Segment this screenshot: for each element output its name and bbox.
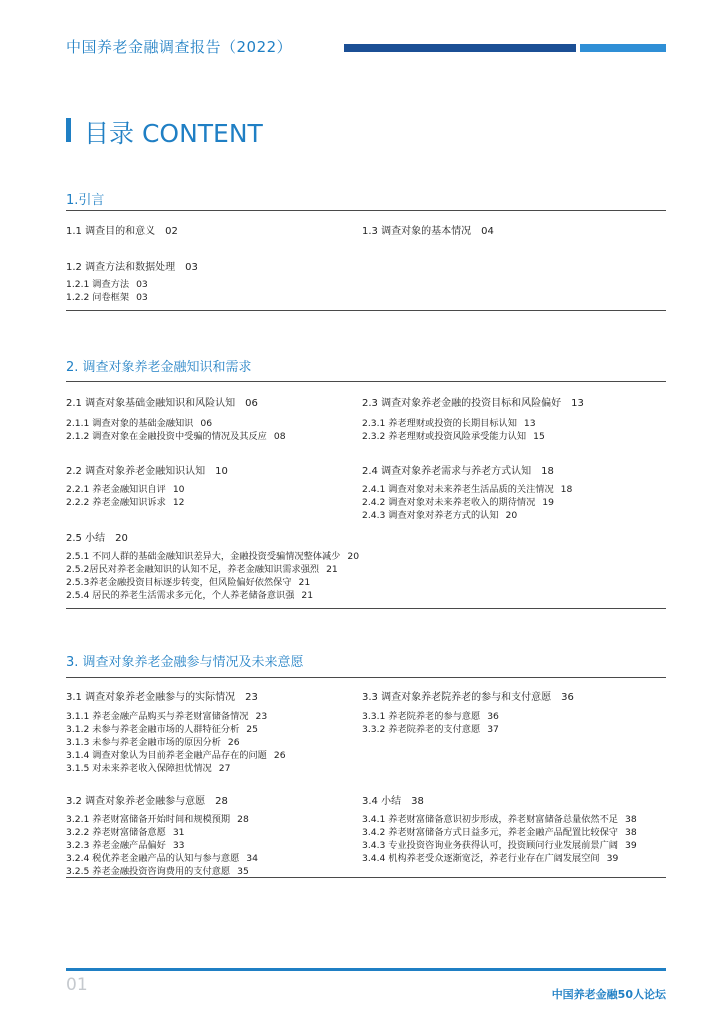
toc-entry-2-1[interactable] (66, 394, 258, 409)
toc-entry-3-3[interactable] (362, 688, 574, 703)
toc-subentry-page: 39 (624, 840, 637, 851)
toc-entry-3-2[interactable] (66, 792, 228, 807)
toc-subentry-3-4-4[interactable] (362, 850, 618, 864)
toc-entry-1-3[interactable] (362, 222, 494, 237)
toc-entry-page: 28 (215, 796, 228, 807)
toc-subentry-page: 38 (624, 827, 637, 838)
toc-subentry-page: 36 (487, 711, 499, 722)
toc-subentry-3-1-5[interactable] (66, 760, 230, 774)
toc-subentry-label: 3.1.1 养老金融产品购买与养老财富储备情况 (66, 711, 249, 722)
toc-subentry-2-5-1[interactable] (66, 548, 359, 562)
toc-subentry-2-5-2[interactable] (66, 561, 338, 575)
toc-subentry-page: 03 (136, 292, 148, 303)
toc-subentry-page: 37 (487, 724, 499, 735)
toc-subentry-label: 2.4.1 调查对象对未来养老生活品质的关注情况 (362, 484, 554, 495)
section-divider (66, 677, 666, 678)
toc-subentry-label: 3.2.3 养老金融产品偏好 (66, 840, 166, 851)
toc-subentry-2-4-2[interactable] (362, 494, 554, 508)
toc-subentry-1-2-2[interactable] (66, 289, 148, 303)
toc-entry-page: 04 (481, 226, 494, 237)
toc-subentry-2-1-1[interactable] (66, 415, 212, 429)
toc-entry-page: 23 (245, 692, 258, 703)
toc-subentry-3-2-4[interactable] (66, 850, 258, 864)
toc-subentry-page: 21 (326, 564, 338, 575)
toc-subentry-page: 27 (218, 763, 231, 774)
toc-subentry-label: 2.5.4 居民的养老生活需求多元化，个人养老储备意识强 (66, 590, 295, 601)
toc-subentry-label: 3.1.2 未参与养老金融市场的人群特征分析 (66, 724, 240, 735)
toc-subentry-3-4-1[interactable] (362, 811, 637, 825)
header-bar-dark (344, 44, 576, 52)
toc-subentry-label: 1.2.1 调查方法 (66, 279, 130, 290)
toc-subentry-page: 13 (523, 418, 536, 429)
toc-subentry-label: 2.1.2 调查对象在金融投资中受骗的情况及其反应 (66, 431, 267, 442)
toc-subentry-2-4-3[interactable] (362, 507, 517, 521)
toc-subentry-page: 31 (172, 827, 185, 838)
toc-entry-label: 1.3 调查对象的基本情况 (362, 226, 472, 237)
toc-subentry-label: 2.2.1 养老金融知识自评 (66, 484, 166, 495)
toc-entry-label: 1.1 调查目的和意义 (66, 226, 156, 237)
toc-subentry-2-4-1[interactable] (362, 481, 572, 495)
toc-subentry-page: 28 (237, 814, 249, 825)
toc-subentry-page: 20 (505, 510, 518, 521)
toc-subentry-3-3-2[interactable] (362, 721, 499, 735)
toc-subentry-label: 3.4.1 养老财富储备意识初步形成，养老财富储备总量依然不足 (362, 814, 618, 825)
toc-subentry-label: 3.4.3 专业投资咨询业务获得认可，投资顾问行业发展前景广阔 (362, 840, 618, 851)
toc-subentry-page: 10 (172, 484, 185, 495)
toc-subentry-2-2-1[interactable] (66, 481, 185, 495)
toc-subentry-label: 3.3.2 养老院养老的支付意愿 (362, 724, 481, 735)
toc-subentry-label: 3.4.2 养老财富储备方式日益多元，养老金融产品配置比较保守 (362, 827, 618, 838)
toc-subentry-page: 08 (273, 431, 286, 442)
section-divider (66, 877, 666, 878)
section-divider (66, 210, 666, 211)
toc-subentry-label: 3.1.4 调查对象认为目前养老金融产品存在的问题 (66, 750, 267, 761)
toc-subentry-3-4-3[interactable] (362, 837, 637, 851)
toc-subentry-page: 19 (542, 497, 554, 508)
footer-bar (66, 968, 666, 971)
report-title: 中国养老金融调查报告（2022） (66, 38, 293, 56)
toc-entry-3-4[interactable] (362, 792, 424, 807)
toc-entry-3-1[interactable] (66, 688, 258, 703)
toc-entry-1-2[interactable] (66, 258, 198, 273)
toc-subentry-page: 20 (347, 551, 360, 562)
toc-subentry-label: 2.5.1 不同人群的基础金融知识差异大，金融投资受骗情况整体减少 (66, 551, 341, 562)
toc-subentry-label: 3.1.5 对未来养老收入保障担忧情况 (66, 763, 212, 774)
toc-subentry-label: 2.3.2 养老理财或投资风险承受能力认知 (362, 431, 527, 442)
toc-entry-page: 06 (245, 398, 258, 409)
toc-subentry-page: 33 (172, 840, 185, 851)
toc-subentry-3-1-1[interactable] (66, 708, 267, 722)
toc-subentry-2-5-4[interactable] (66, 587, 313, 601)
toc-subentry-3-2-1[interactable] (66, 811, 249, 825)
toc-subentry-label: 2.4.2 调查对象对未来养老收入的期待情况 (362, 497, 536, 508)
toc-subentry-3-2-3[interactable] (66, 837, 185, 851)
toc-subentry-label: 2.5.2居民对养老金融知识的认知不足，养老金融知识需求强烈 (66, 564, 320, 575)
toc-entry-label: 3.3 调查对象养老院养老的参与和支付意愿 (362, 692, 552, 703)
toc-entry-page: 18 (541, 466, 554, 477)
toc-entry-label: 2.4 调查对象养老需求与养老方式认知 (362, 466, 532, 477)
toc-subentry-page: 26 (227, 737, 240, 748)
toc-entry-1-1[interactable] (66, 222, 178, 237)
toc-subentry-page: 15 (533, 431, 545, 442)
toc-entry-page: 10 (215, 466, 228, 477)
toc-entry-label: 2.3 调查对象养老金融的投资目标和风险偏好 (362, 398, 562, 409)
section-title-2: 2. 调查对象养老金融知识和需求 (66, 360, 252, 375)
toc-subentry-label: 2.4.3 调查对象对养老方式的认知 (362, 510, 499, 521)
toc-entry-2-4[interactable] (362, 462, 554, 477)
toc-subentry-2-3-1[interactable] (362, 415, 536, 429)
toc-subentry-label: 2.1.1 调查对象的基础金融知识 (66, 418, 194, 429)
toc-entry-page: 20 (115, 533, 128, 544)
toc-subentry-page: 25 (246, 724, 258, 735)
toc-subentry-label: 3.2.5 养老金融投资咨询费用的支付意愿 (66, 866, 231, 877)
toc-subentry-3-1-3[interactable] (66, 734, 240, 748)
toc-subentry-page: 23 (255, 711, 268, 722)
toc-subentry-label: 1.2.2 问卷框架 (66, 292, 130, 303)
toc-subentry-3-1-2[interactable] (66, 721, 258, 735)
toc-subentry-label: 3.3.1 养老院养老的参与意愿 (362, 711, 481, 722)
toc-subentry-3-2-2[interactable] (66, 824, 185, 838)
toc-subentry-page: 12 (172, 497, 185, 508)
toc-subentry-3-3-1[interactable] (362, 708, 499, 722)
section-divider (66, 310, 666, 311)
section-title-3: 3. 调查对象养老金融参与情况及未来意愿 (66, 655, 304, 670)
toc-subentry-page: 18 (560, 484, 573, 495)
toc-subentry-page: 34 (246, 853, 258, 864)
toc-subentry-label: 2.3.1 养老理财或投资的长期目标认知 (362, 418, 517, 429)
toc-subentry-page: 38 (624, 814, 637, 825)
footer-brand: 中国养老金融50人论坛 (551, 988, 666, 1001)
toc-subentry-page: 03 (136, 279, 148, 290)
toc-entry-2-3[interactable] (362, 394, 584, 409)
toc-subentry-page: 39 (606, 853, 619, 864)
toc-entry-2-2[interactable] (66, 462, 228, 477)
toc-entry-label: 1.2 调查方法和数据处理 (66, 262, 176, 273)
toc-entry-label: 3.1 调查对象养老金融参与的实际情况 (66, 692, 236, 703)
toc-entry-label: 3.4 小结 (362, 796, 402, 807)
toc-subentry-2-3-2[interactable] (362, 428, 545, 442)
toc-subentry-page: 26 (273, 750, 286, 761)
toc-subentry-label: 3.1.3 未参与养老金融市场的原因分析 (66, 737, 221, 748)
toc-title-marker (66, 118, 71, 142)
toc-entry-label: 2.1 调查对象基础金融知识和风险认知 (66, 398, 236, 409)
toc-subentry-3-2-5[interactable] (66, 863, 249, 877)
toc-entry-page: 13 (571, 398, 584, 409)
section-divider (66, 608, 666, 609)
toc-entry-page: 38 (411, 796, 424, 807)
toc-subentry-page: 35 (237, 866, 249, 877)
toc-subentry-page: 21 (298, 577, 311, 588)
toc-entry-label: 3.2 调查对象养老金融参与意愿 (66, 796, 206, 807)
toc-entry-label: 2.2 调查对象养老金融知识认知 (66, 466, 206, 477)
toc-entry-page: 02 (165, 226, 178, 237)
header-bar-light (580, 44, 666, 52)
toc-subentry-2-1-2[interactable] (66, 428, 286, 442)
toc-subentry-2-5-3[interactable] (66, 574, 310, 588)
toc-subentry-label: 3.2.4 税优养老金融产品的认知与参与意愿 (66, 853, 240, 864)
toc-subentry-page: 06 (200, 418, 213, 429)
toc-subentry-3-4-2[interactable] (362, 824, 637, 838)
toc-subentry-label: 3.4.4 机构养老受众逐渐宽泛，养老行业存在广阔发展空间 (362, 853, 600, 864)
toc-subentry-page: 21 (301, 590, 314, 601)
toc-entry-label: 2.5 小结 (66, 533, 106, 544)
section-title-1: 1.引言 (66, 193, 105, 208)
toc-subentry-3-1-4[interactable] (66, 747, 286, 761)
toc-subentry-label: 3.2.2 养老财富储备意愿 (66, 827, 166, 838)
section-divider (66, 381, 666, 382)
toc-entry-page: 36 (561, 692, 574, 703)
toc-subentry-2-2-2[interactable] (66, 494, 185, 508)
page-number: 01 (66, 975, 88, 995)
toc-entry-page: 03 (185, 262, 198, 273)
toc-subentry-label: 2.5.3养老金融投资目标逐步转变，但风险偏好依然保守 (66, 577, 292, 588)
toc-subentry-label: 3.2.1 养老财富储备开始时间和规模预期 (66, 814, 231, 825)
toc-entry-2-5[interactable] (66, 529, 128, 544)
toc-subentry-1-2-1[interactable] (66, 276, 148, 290)
toc-subentry-label: 2.2.2 养老金融知识诉求 (66, 497, 166, 508)
toc-title: 目录 CONTENT (84, 119, 263, 148)
